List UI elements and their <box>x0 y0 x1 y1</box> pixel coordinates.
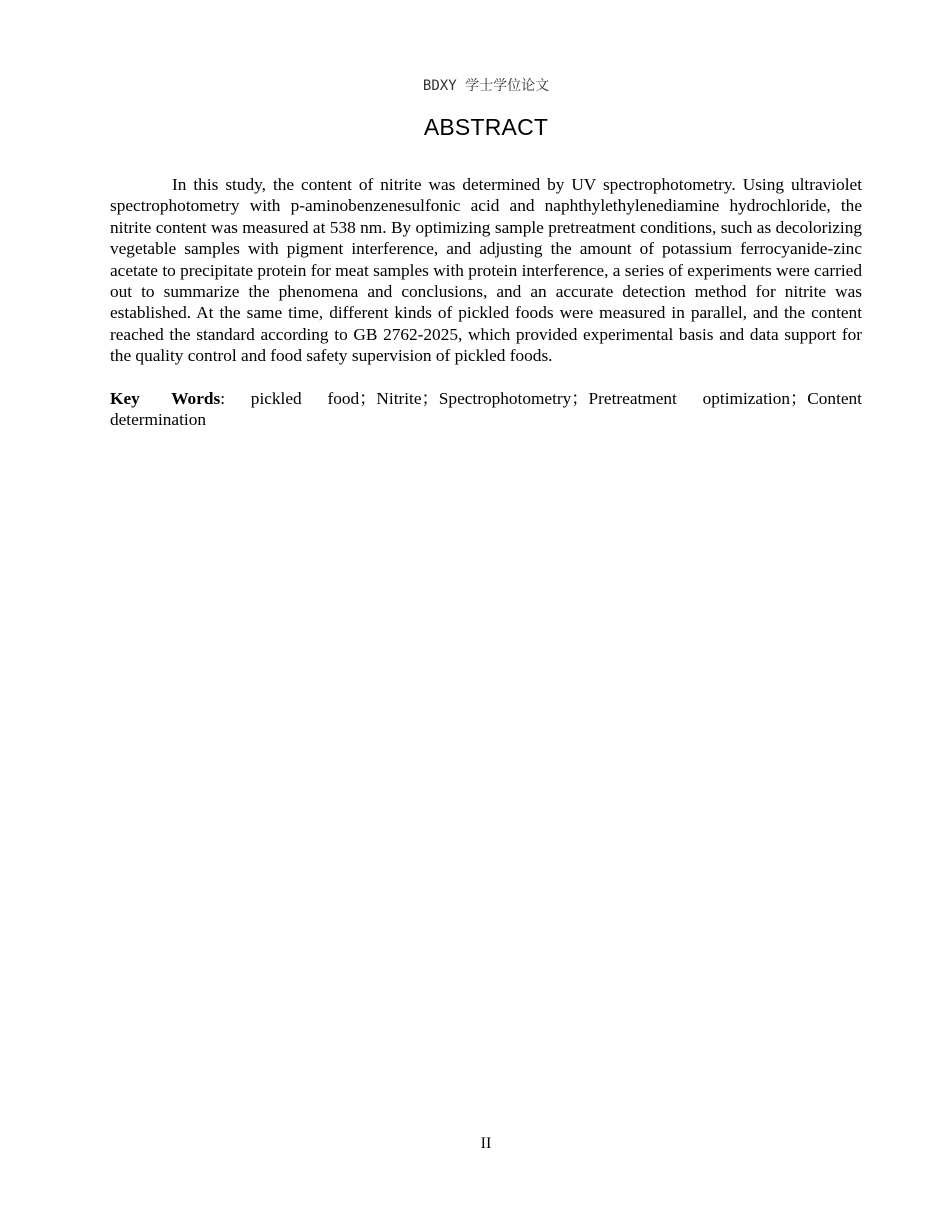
keywords-line <box>110 388 862 431</box>
running-header: BDXY 学士学位论文 <box>422 78 550 94</box>
keywords-list: : pickled food；Nitrite；Spectrophotometry；Pretreatment optimization；Content determination <box>110 389 862 430</box>
abstract-paragraph: In this study, the content of nitrite was determined by UV spectrophotometry. Using ultraviolet spectrophotometry with p-aminobenzenesulfonic acid and naphthylethylenediamine hydrochloride, the nitrite content was measured at 538 nm. By optimizing sample pretreatment conditions, such as decolorizing vegetable samples with pigment interference, and adjusting the amount of potassium ferrocyanide-zinc acetate to precipitate protein for meat samples with protein interference, a series of experiments were carried out to summarize the phenomena and conclusions, and an accurate detection method for nitrite was established. At the same time, different kinds of pickled foods were measured in parallel, and the content reached the standard according to GB 2762-2025, which provided experimental basis and data support for the quality control and food safety supervision of pickled foods. <box>110 175 862 366</box>
keywords-label: Key Words <box>110 389 221 408</box>
page-number: II <box>480 1135 492 1152</box>
abstract-title: ABSTRACT <box>423 114 549 140</box>
